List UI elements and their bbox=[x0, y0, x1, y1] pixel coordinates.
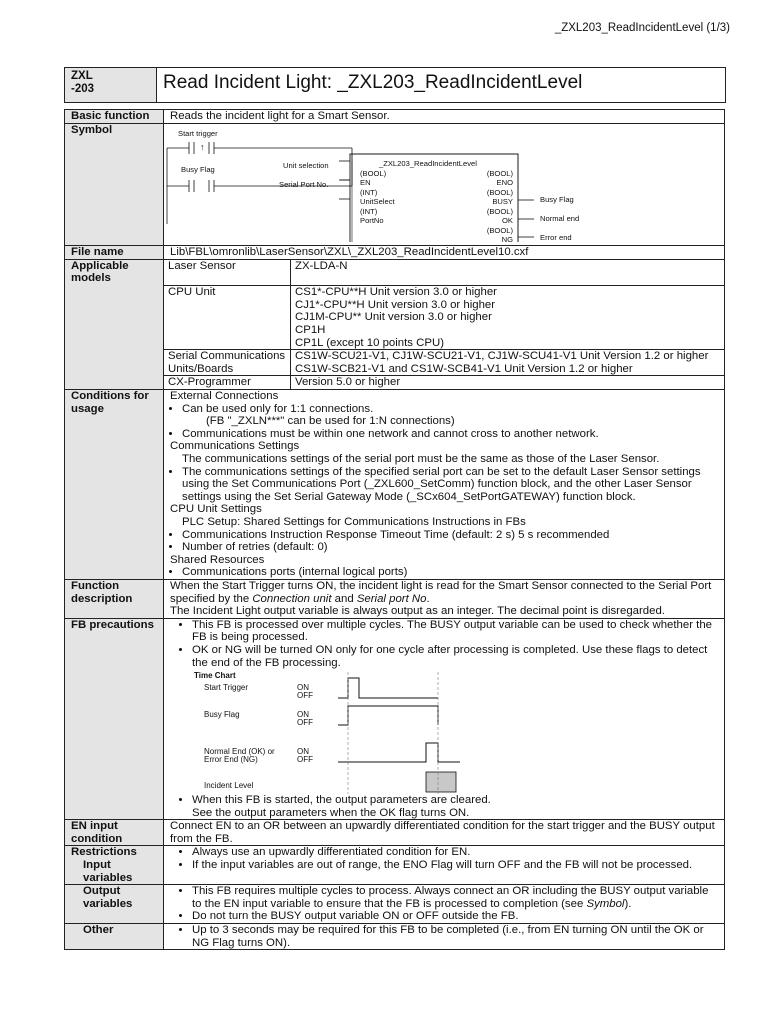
svg-text:ON: ON bbox=[297, 710, 309, 720]
svg-text:(BOOL): (BOOL) bbox=[486, 187, 513, 197]
title-box bbox=[64, 67, 726, 103]
row-other bbox=[65, 924, 725, 950]
symbol-cell bbox=[164, 123, 725, 246]
serial-port-label: Serial Port No. bbox=[279, 179, 329, 189]
svg-text:OFF: OFF bbox=[297, 691, 313, 701]
time-chart bbox=[190, 669, 490, 794]
tc-start-label: Start Trigger bbox=[204, 683, 249, 693]
label-precautions: FB precautions bbox=[65, 618, 164, 820]
basic-function-text: Reads the incident light for a Smart Sensor. bbox=[164, 110, 725, 124]
start-trigger-label: Start trigger bbox=[178, 128, 218, 138]
label-output-variables: Output variables bbox=[65, 885, 164, 924]
tc-level-label: Incident Level bbox=[204, 781, 254, 791]
row-output-variables bbox=[65, 885, 725, 924]
label-basic-function: Basic function bbox=[65, 110, 164, 124]
row-models bbox=[65, 259, 725, 389]
precautions-text: • This FB is processed over multiple cycles. The BUSY output variable can be used to check whether the FB is being processed. • OK or NG will be turned ON only for one cycle after processing is completed. Use these flags to detect the end of the FB processing. Time Chart Start Trigger ON OFF Busy Flag ON OFF Normal End (OK) or Error End (NG) ON OFF Incident Level • When this FB is started, the output parameters are cleared. See the output parameters when the OK flag turns ON. bbox=[164, 618, 725, 820]
time-chart-title: Time Chart bbox=[194, 671, 236, 681]
svg-text:BUSY: BUSY bbox=[492, 196, 513, 206]
unit-selection-label: Unit selection bbox=[283, 160, 329, 170]
other-restrictions: • Up to 3 seconds may be required for this FB to be completed (i.e., from EN turning ON until the OK or NG Flag turns ON). bbox=[164, 924, 725, 950]
fb-name: _ZXL203_ReadIncidentLevel bbox=[379, 158, 477, 168]
svg-text:(INT): (INT) bbox=[360, 206, 378, 216]
output-restrictions: • This FB requires multiple cycles to process. Always connect an OR including the BUSY output variable to the EN input variable to ensure that the FB is processed to completion (see Symbol). • Do not turn the BUSY output variable ON or OFF outside the FB. bbox=[164, 885, 725, 924]
svg-text:ENO: ENO bbox=[496, 177, 513, 187]
page-title: Read Incident Light: _ZXL203_ReadIncidentLevel bbox=[163, 72, 583, 93]
svg-text:OK: OK bbox=[502, 215, 513, 225]
label-en-input: EN input condition bbox=[65, 820, 164, 846]
cpu-unit-list: CS1*-CPU**H Unit version 3.0 or higher CJ1*-CPU**H Unit version 3.0 or higher CJ1M-CPU** Unit version 3.0 or higher CP1H CP1L (except 10 points CPU) bbox=[291, 286, 725, 350]
row-symbol bbox=[65, 123, 725, 246]
fb-code: ZXL -203 bbox=[65, 68, 157, 102]
svg-text:(BOOL): (BOOL) bbox=[486, 225, 513, 235]
tc-busy-label: Busy Flag bbox=[204, 710, 240, 720]
svg-text:UnitSelect: UnitSelect bbox=[360, 196, 395, 206]
fb-symbol-diagram bbox=[164, 124, 724, 242]
serial-unit-list: CS1W-SCU21-V1, CJ1W-SCU21-V1, CJ1W-SCU41-V1 Unit Version 1.2 or higher CS1W-SCB21-V1 and CS1W-SCB41-V1 Unit Version 1.2 or higher bbox=[291, 350, 725, 376]
up-arrow-icon: ↑ bbox=[200, 141, 205, 152]
row-restrictions-input bbox=[65, 846, 725, 885]
conditions-text: External Connections • Can be used only for 1:1 connections. (FB "_ZXLN***" can be used for 1:N connections) • Communications must be within one network and cannot cross to another network. Communications Settings The communications settings of the serial port must be the same as those of the Laser Sensor. • The communications settings of the specified serial port can be set to the default Laser Sensor settings using the Set Communications Port (_ZXL600_SetComm) function block, and the other Laser Sensor settings using the Set Serial Gateway Mode (_SCx604_SetPortGATEWAY) function block. CPU Unit Settings PLC Setup: Shared Settings for Communications Instructions in FBs • Communications Instruction Response Timeout Time (default: 2 s) 5 s recommended • Number of retries (default: 0) Shared Resources • Communications ports (internal logical ports) bbox=[164, 390, 725, 580]
en-input-text: Connect EN to an OR between an upwardly differentiated condition for the start trigger and the BUSY output from the FB. bbox=[164, 820, 725, 846]
row-en-input bbox=[65, 820, 725, 846]
busy-flag-in-label: Busy Flag bbox=[181, 164, 215, 174]
out-normal-label: Normal end bbox=[540, 213, 580, 223]
label-conditions: Conditions for usage bbox=[65, 390, 164, 580]
row-conditions bbox=[65, 390, 725, 580]
out-busy-label: Busy Flag bbox=[540, 194, 574, 204]
models-table: Laser Sensor ZX-LDA-N CPU Unit CS1*-CPU**H Unit version 3.0 or higher CJ1*-CPU**H Unit version 3.0 or higher CJ1M-CPU** Unit version 3.0 or higher CP1H CP1L (except 10 points CPU) Serial Communications Units/Boards CS1W-SCU21-V1, CJ1W-SCU21-V1, CJ1W-SCU41-V1 Unit Version 1.2 or higher CS1W-SCB21-V1 and CS1W-SCB41-V1 Unit Version 1.2 or higher CX-Programmer Version 5.0 or higher bbox=[164, 260, 724, 389]
svg-text:(BOOL): (BOOL) bbox=[486, 168, 513, 178]
out-error-label: Error end bbox=[540, 232, 572, 242]
incident-level-output bbox=[426, 772, 456, 792]
label-models: Applicable models bbox=[65, 259, 164, 389]
svg-text:NG: NG bbox=[501, 234, 513, 242]
svg-text:OFF: OFF bbox=[297, 755, 313, 765]
svg-text:ON: ON bbox=[297, 747, 309, 757]
label-file-name: File name bbox=[65, 246, 164, 260]
svg-text:(BOOL): (BOOL) bbox=[486, 206, 513, 216]
label-function: Function description bbox=[65, 579, 164, 618]
spec-table bbox=[64, 109, 725, 950]
function-description-text: When the Start Trigger turns ON, the incident light is read for the Smart Sensor connected to the Serial Port specified by the Connection unit and Serial port No. The Incident Light output variable is always output as an integer. The decimal point is disregarded. bbox=[164, 579, 725, 618]
svg-text:(INT): (INT) bbox=[360, 187, 378, 197]
svg-text:OFF: OFF bbox=[297, 718, 313, 728]
label-input-variables: Input variables bbox=[83, 859, 133, 884]
label-symbol: Symbol bbox=[65, 123, 164, 246]
row-precautions bbox=[65, 618, 725, 820]
row-file-name bbox=[65, 246, 725, 260]
label-restrictions: Restrictions bbox=[71, 846, 137, 859]
svg-text:PortNo: PortNo bbox=[360, 215, 384, 225]
input-restrictions: • Always use an upwardly differentiated condition for EN. • If the input variables are out of range, the ENO Flag will turn OFF and the FB will not be processed. bbox=[164, 846, 725, 885]
row-function-description bbox=[65, 579, 725, 618]
svg-text:(BOOL): (BOOL) bbox=[360, 168, 387, 178]
svg-text:EN: EN bbox=[360, 177, 371, 187]
svg-text:Error End (NG): Error End (NG) bbox=[204, 755, 258, 765]
svg-text:ON: ON bbox=[297, 683, 309, 693]
page-header: _ZXL203_ReadIncidentLevel (1/3) bbox=[554, 22, 730, 34]
row-basic-function bbox=[65, 110, 725, 124]
tc-end-label: Normal End (OK) or bbox=[204, 747, 275, 757]
label-other: Other bbox=[65, 924, 164, 950]
file-name-text: Lib\FBL\omronlib\LaserSensor\ZXL\_ZXL203_ReadIncidentLevel10.cxf bbox=[164, 246, 725, 260]
